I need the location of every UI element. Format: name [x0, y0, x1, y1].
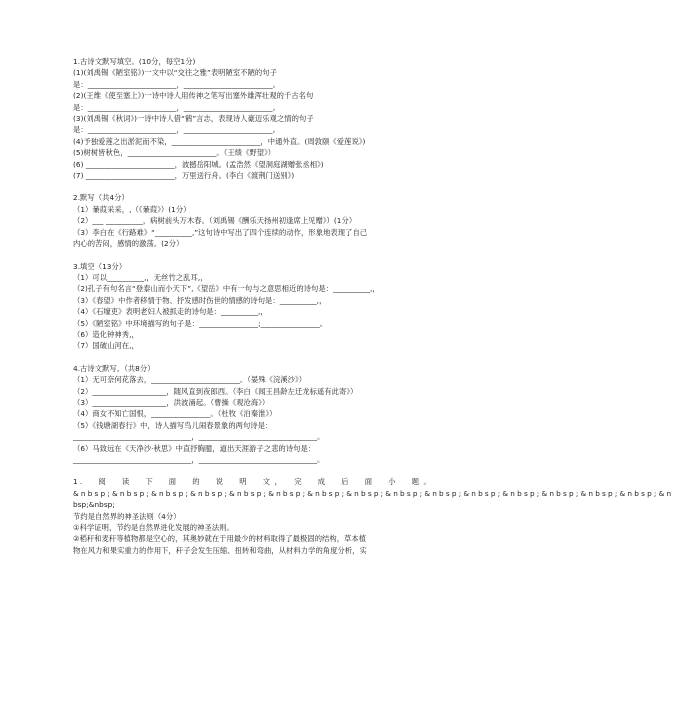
section-1-line: 是：________________________，________________________。	[73, 125, 280, 135]
section-2-line: （2）___ __________，病树前头万木春。（刘禹锡《酬乐天扬州初逢席上见赠》）(1分）	[73, 216, 357, 226]
section-spacer	[73, 352, 433, 363]
section-3-line: （7）国破山河在,，	[73, 341, 139, 351]
section-1-line: (5)树树皆秋色，________________________。（王绩《野望》）	[73, 148, 276, 158]
section-5-title: 1. 阅 读 下 面 的 说 明 文， 完 成 后 面 小 题。 &nbsp;&nbsp;&nbsp;&nbsp;&nbsp;&nbsp;&nbsp;&nbsp;&nbsp;&nbsp;&nbsp;&nbsp;&nbsp;&nbsp;&nbsp;&n	[73, 477, 673, 498]
section-5-line: 节约是自然界的神圣法则（4分）	[73, 511, 181, 521]
section-spacer	[73, 465, 433, 476]
section-1-line: (2)(王维《使至塞上》)一诗中诗人用传神之笔写出塞外雄浑壮观的千古名句	[73, 91, 314, 101]
section-4-line: （6）马致远在《天净沙·秋思》中直抒胸臆，道出天涯游子之悲的诗句是：	[73, 443, 316, 453]
section-4-title: 4.古诗文默写。（共8分）	[73, 363, 155, 373]
section-1-line: (4)予独爱莲之出淤泥而不染，________________________，中通外直。(周敦颐《爱莲说》)	[73, 136, 366, 146]
section-3-line: （1）可以__________,，无丝竹之乱耳,，	[73, 272, 208, 282]
section-4-line: ________________________________，________________________________。	[73, 455, 325, 464]
section-4-line: （4）商女不知亡国恨，________________。（杜牧《泊秦淮》）	[73, 409, 277, 419]
section-1-line: 是：________________________，________________________。	[73, 102, 280, 112]
section-5-line: ①科学证明，节约是自然界进化发展的神圣法则。	[73, 523, 234, 533]
section-4-line: （1）无可奈何花落去，________________________。（晏殊《浣溪沙》）	[73, 375, 307, 385]
document-page	[73, 56, 673, 556]
section-3-line: （4）《石壕吏》表明老妇人被抓走的诗句是：__________,，	[73, 307, 268, 317]
section-2-title: 2.默写（共4分）	[73, 193, 129, 203]
section-2-line: 内心的苦闷，感情的激荡。(2分）	[73, 239, 184, 249]
section-1-line: (6) ________________________，波撼岳阳城。(孟浩然《望洞庭湖赠张丞相》)	[73, 159, 324, 169]
section-5-line: 物在风力和果实重力的作用下，秆子会发生压缩、扭转和弯曲，从材料力学的角度分析，实	[73, 545, 367, 555]
section-3-line: （6）造化钟神秀,，	[73, 329, 139, 339]
section-2-line: （1）蒹葭采采，,（《蒹葭》）(1分）	[73, 204, 191, 214]
section-1-line: (1)(刘禹锡《陋室铭》)一文中以“交往之雅”表明陋室不陋的句子	[73, 68, 277, 78]
section-2-line: （3）李白在《行路难》“__________,”这句诗中写出了四个连续的动作，形象地表现了自己	[73, 227, 368, 237]
section-3-line: （2)孔子有句名言“登泰山而小天下”,《望岳》中有一句与之意思相近的诗句是：__________,，	[73, 284, 380, 294]
section-1-line: (3)(刘禹锡《秋词》)一诗中诗人借“鹤”言志，表现诗人豪迈乐观之情的句子	[73, 114, 314, 124]
section-3-line: （3）《春望》中作者移情于物、抒发感时伤世的情感的诗句是：__________,，	[73, 295, 327, 305]
section-1-title: 1.古诗文默写填空。(10分，每空1分)	[73, 57, 196, 66]
section-1-line: (7) ________________________，万里送行舟。(李白《渡荆门送别》)	[73, 171, 295, 181]
section-1-line: 是：________________________，________________________。	[73, 79, 280, 89]
section-4-line: （5）《钱塘湖春行》中，诗人描写鸟儿闹春景象的两句诗是：	[73, 420, 273, 430]
section-4-line: （3）____________________，洪波涌起。（曹操《观沧海》）	[73, 397, 270, 407]
section-4-line: （2）____________________，随风直到夜郎西。（李白《闻王昌龄左迁龙标遥有此寄》）	[73, 386, 358, 396]
section-5-line: ②稻秆和麦秆等植物都是空心的，其奥妙就在于用最少的材料取得了最极固的结构，草本植	[73, 534, 367, 544]
section-5-title-cont: bsp;&nbsp;	[73, 500, 115, 510]
section-spacer	[73, 181, 433, 192]
section-4-line: ________________________________，________________________________。	[73, 432, 325, 442]
section-spacer	[73, 250, 433, 261]
section-3-title: 3.填空（13分）	[73, 261, 127, 271]
section-3-line: （5）《陋室铭》中环境描写的句子是：________________;________________。	[73, 318, 328, 328]
